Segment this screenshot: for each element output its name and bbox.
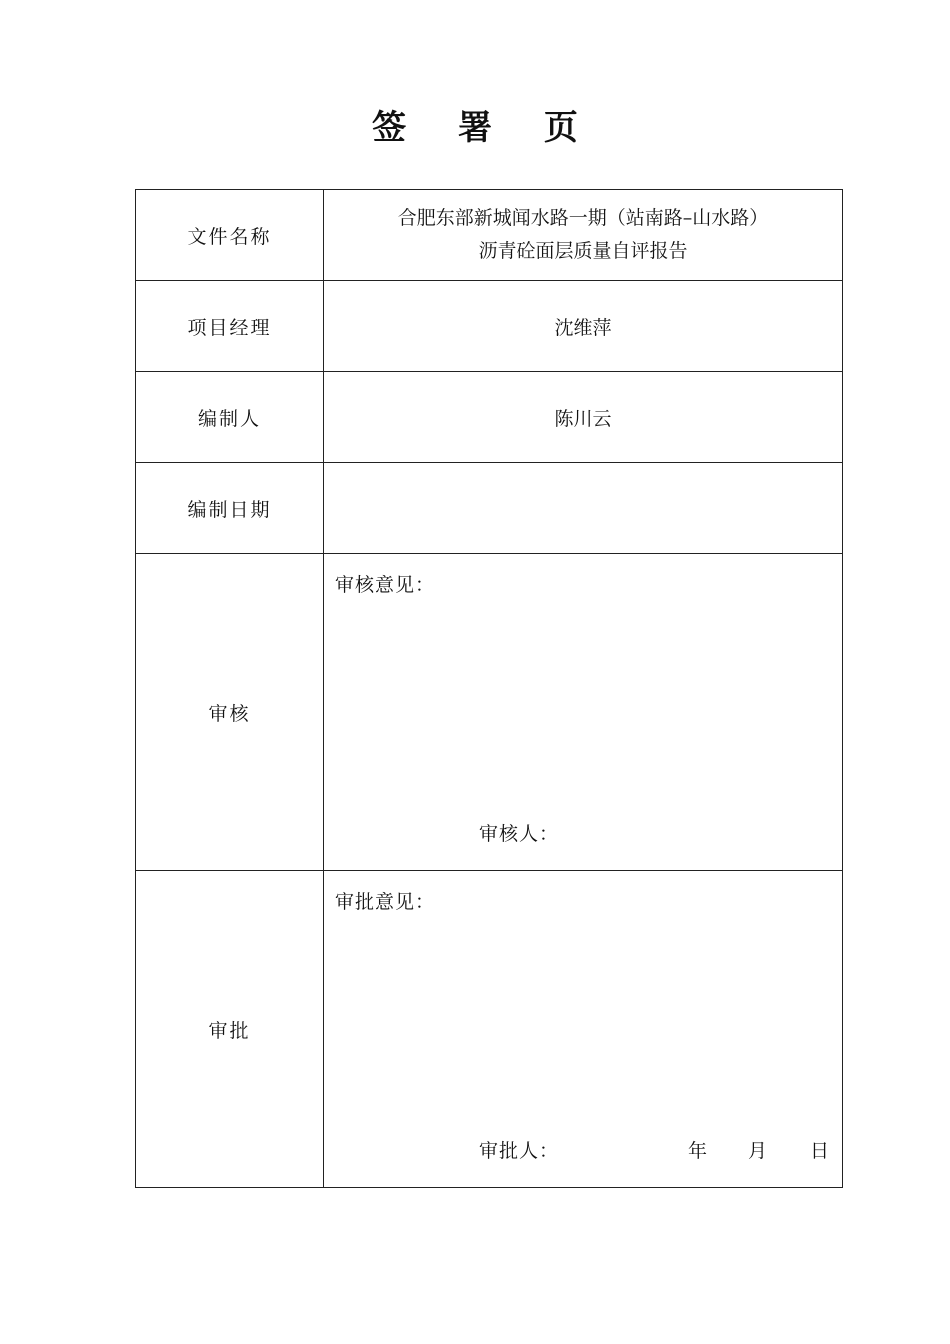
table-row-approval — [136, 871, 843, 1188]
date-year-label: 年 — [688, 1140, 708, 1162]
approval-label: 审批 — [136, 871, 324, 1188]
file-name-line-1: 合肥东部新城闻水路一期（站南路–山水路） — [397, 207, 769, 229]
review-opinion-label: 审核意见： — [335, 574, 436, 596]
page-title: 签 署 页 — [372, 108, 598, 148]
review-label: 审核 — [136, 554, 324, 871]
table-row-prepare-date — [136, 463, 843, 554]
project-manager-value: 沈维萍 — [324, 281, 843, 372]
project-manager-label: 项目经理 — [136, 281, 324, 372]
file-name-value — [324, 190, 843, 281]
preparer-label: 编制人 — [136, 372, 324, 463]
table-row-preparer — [136, 372, 843, 463]
signature-table — [135, 189, 843, 1188]
table-row-file-name — [136, 190, 843, 281]
table-row-project-manager — [136, 281, 843, 372]
approval-opinion-label: 审批意见： — [335, 891, 436, 913]
date-month-label: 月 — [748, 1140, 768, 1162]
prepare-date-value[interactable] — [324, 463, 843, 554]
file-name-label: 文件名称 — [136, 190, 324, 281]
review-opinion-cell[interactable] — [324, 554, 843, 871]
preparer-value: 陈川云 — [324, 372, 843, 463]
reviewer-label: 审核人： — [479, 823, 560, 845]
table-row-review — [136, 554, 843, 871]
approver-label: 审批人： — [479, 1140, 560, 1162]
date-day-label: 日 — [810, 1140, 830, 1162]
prepare-date-label: 编制日期 — [136, 463, 324, 554]
approval-opinion-cell[interactable] — [324, 871, 843, 1188]
file-name-line-2: 沥青砼面层质量自评报告 — [478, 240, 688, 262]
